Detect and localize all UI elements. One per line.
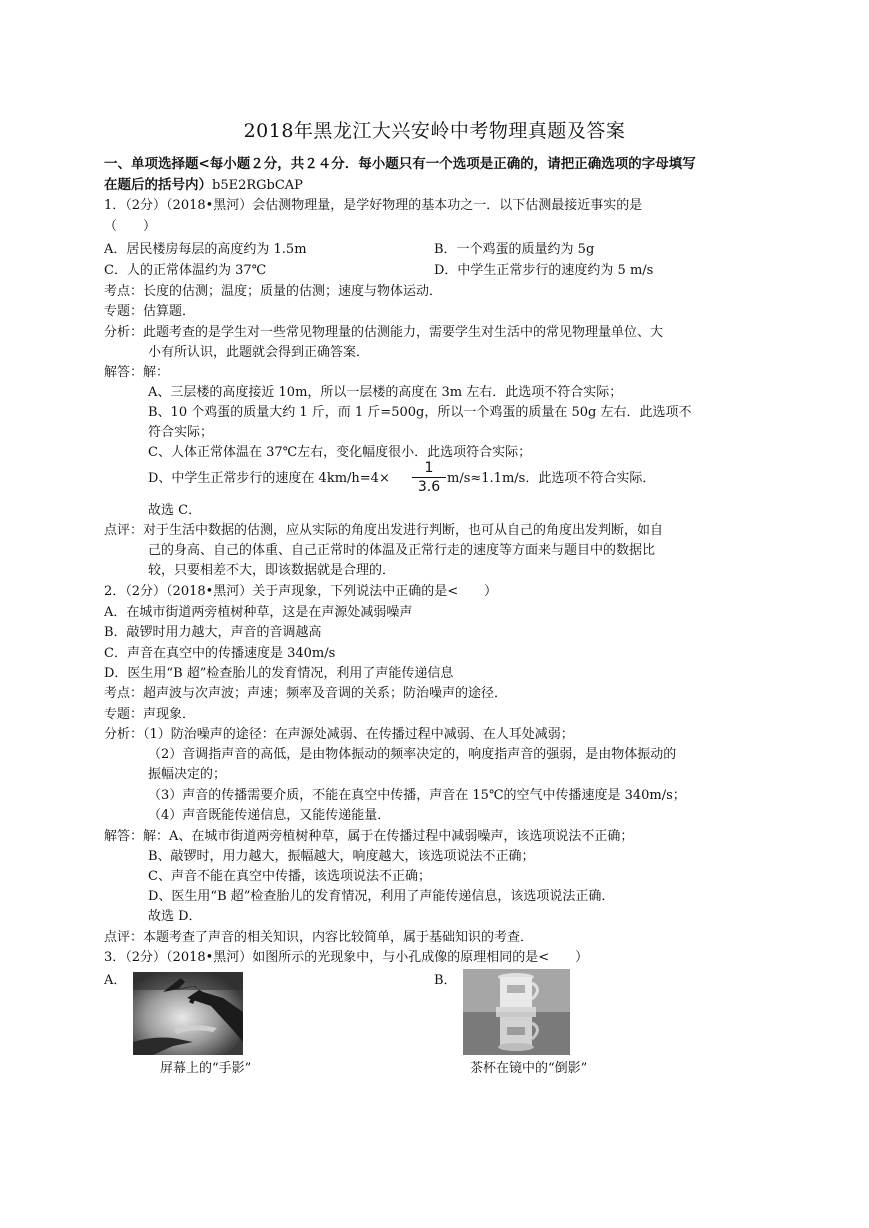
q1-option-d: D．中学生正常步行的速度约为 5 m/s [434,263,654,278]
section-heading-line1: 一、单项选择题<每小题２分，共２４分．每小题只有一个选项是正确的，请把正确选项的字母填写 [104,156,696,172]
q2-option-b: B．敲锣时用力越大，声音的音调越高 [104,625,322,640]
q1-kaodian: 考点：长度的估测；温度；质量的估测；速度与物体运动． [104,284,443,299]
q1-zhuanti: 专题：估算题． [104,304,196,319]
fraction-bar [412,477,446,478]
q1-jieda: 解答：解： [104,365,170,380]
q2-jieda-line3: C、声音不能在真空中传播，该选项说法不正确； [148,869,431,884]
q2-option-d: D．医生用“B 超”检查胎儿的发育情况，利用了声能传递信息 [104,666,454,681]
q2-jieda-line4: D、医生用“B 超”检查胎儿的发育情况，利用了声能传递信息，该选项说法正确． [148,889,615,904]
page-title: 2018年黑龙江大兴安岭中考物理真题及答案 [243,120,626,142]
q1-answer-d-prefix: D、中学生正常步行的速度在 4km/h=4× [148,471,390,486]
fraction-denominator: 3.6 [417,479,441,495]
q1-dianping-line2: 己的身高、自己的体重、自己正常时的体温及正常行走的速度等方面来与题目中的数据比 [148,543,656,558]
q2-zhuanti: 专题：声现象． [104,707,196,722]
q2-option-a: A．在城市街道两旁植树种草，这是在声源处减弱噪声 [104,605,413,620]
q1-answer-b-line1: B、10 个鸡蛋的质量大约 1 斤，而 1 斤=500g，所以一个鸡蛋的质量在 50g 左右．此选项不 [148,405,692,420]
cup-reflection-image [463,969,570,1055]
q1-dianping-line1: 点评：对于生活中数据的估测，应从实际的角度出发进行判断，也可从自己的角度出发判断，如自 [104,523,664,538]
q2-option-c: C．声音在真空中的传播速度是 340m/s [104,646,336,661]
q1-guxuan: 故选 C． [148,503,202,518]
q3-label-b: B． [434,973,457,988]
q1-answer-c: C、人体正常体温在 37℃左右，变化幅度很小．此选项符合实际； [148,445,532,460]
q1-option-c: C．人的正常体温约为 37℃ [104,263,267,278]
q2-fenxi-line1: 分析：（1）防治噪声的途径：在声源处减弱、在传播过程中减弱、在人耳处减弱； [104,727,574,742]
q1-fenxi-line1: 分析：此题考查的是学生对一些常见物理量的估测能力，需要学生对生活中的常见物理量单位、大 [104,325,664,340]
q2-stem: 2．（2分）（2018•黑河）关于声现象，下列说法中正确的是< ） [104,584,498,599]
q1-answer-d-suffix: m/s≈1.1m/s．此选项不符合实际． [447,471,656,486]
q1-fenxi-line2: 小有所认识，此题就会得到正确答案． [148,345,370,360]
q2-jieda-line1: 解答：解：A、在城市街道两旁植树种草，属于在传播过程中减弱噪声，该选项说法不正确； [104,829,634,844]
q2-fenxi-line5: （4）声音既能传递信息，又能传递能量． [148,808,391,823]
q1-answer-b-line2: 符合实际； [148,425,214,440]
q2-dianping: 点评：本题考查了声音的相关知识，内容比较简单，属于基础知识的考查． [104,930,534,945]
q3-stem: 3．（2分）（2018•黑河）如图所示的光现象中，与小孔成像的原理相同的是< ） [104,950,589,965]
hand-shadow-illustration [133,972,243,1055]
q1-stem-line1: 1．（2分）（2018•黑河）会估测物理量，是学好物理的基本功之一．以下估测最接近事实的是 [104,198,643,213]
q2-guxuan: 故选 D． [148,909,202,924]
q2-fenxi-line3: 振幅决定的； [148,767,227,782]
q2-kaodian: 考点：超声波与次声波；声速；频率及音调的关系；防治噪声的途径． [104,686,508,701]
section-heading-text: 在题后的括号内） [104,177,212,193]
q3-label-a: A． [104,973,127,988]
caption-hand-shadow: 屏幕上的“手影” [160,1061,252,1076]
q1-answer-a: A、三层楼的高度接近 10m，所以一层楼的高度在 3m 左右．此选项不符合实际； [148,385,623,400]
hand-shadow-image [133,972,243,1055]
q1-stem-line2: （ ） [104,219,157,234]
cup-reflection-illustration [463,969,570,1055]
q2-fenxi-line4: （3）声音的传播需要介质，不能在真空中传播，声音在 15℃的空气中传播速度是 340m/s； [148,788,686,803]
section-code: b5E2RGbCAP [212,178,303,193]
section-heading-line2 [104,176,303,195]
caption-cup-reflection: 茶杯在镜中的“倒影” [470,1061,588,1076]
q1-fraction [412,460,446,495]
q1-option-b: B．一个鸡蛋的质量约为 5g [434,242,595,257]
fraction-numerator: 1 [424,460,434,476]
q1-option-a: A．居民楼房每层的高度约为 1.5m [104,242,307,257]
q2-fenxi-line2: （2）音调指声音的高低，是由物体振动的频率决定的，响度指声音的强弱，是由物体振动的 [148,747,677,762]
q2-jieda-line2: B、敲锣时，用力越大，振幅越大，响度越大，该选项说法不正确； [148,849,535,864]
q1-dianping-line3: 较，只要相差不大，即该数据就是合理的． [148,563,396,578]
